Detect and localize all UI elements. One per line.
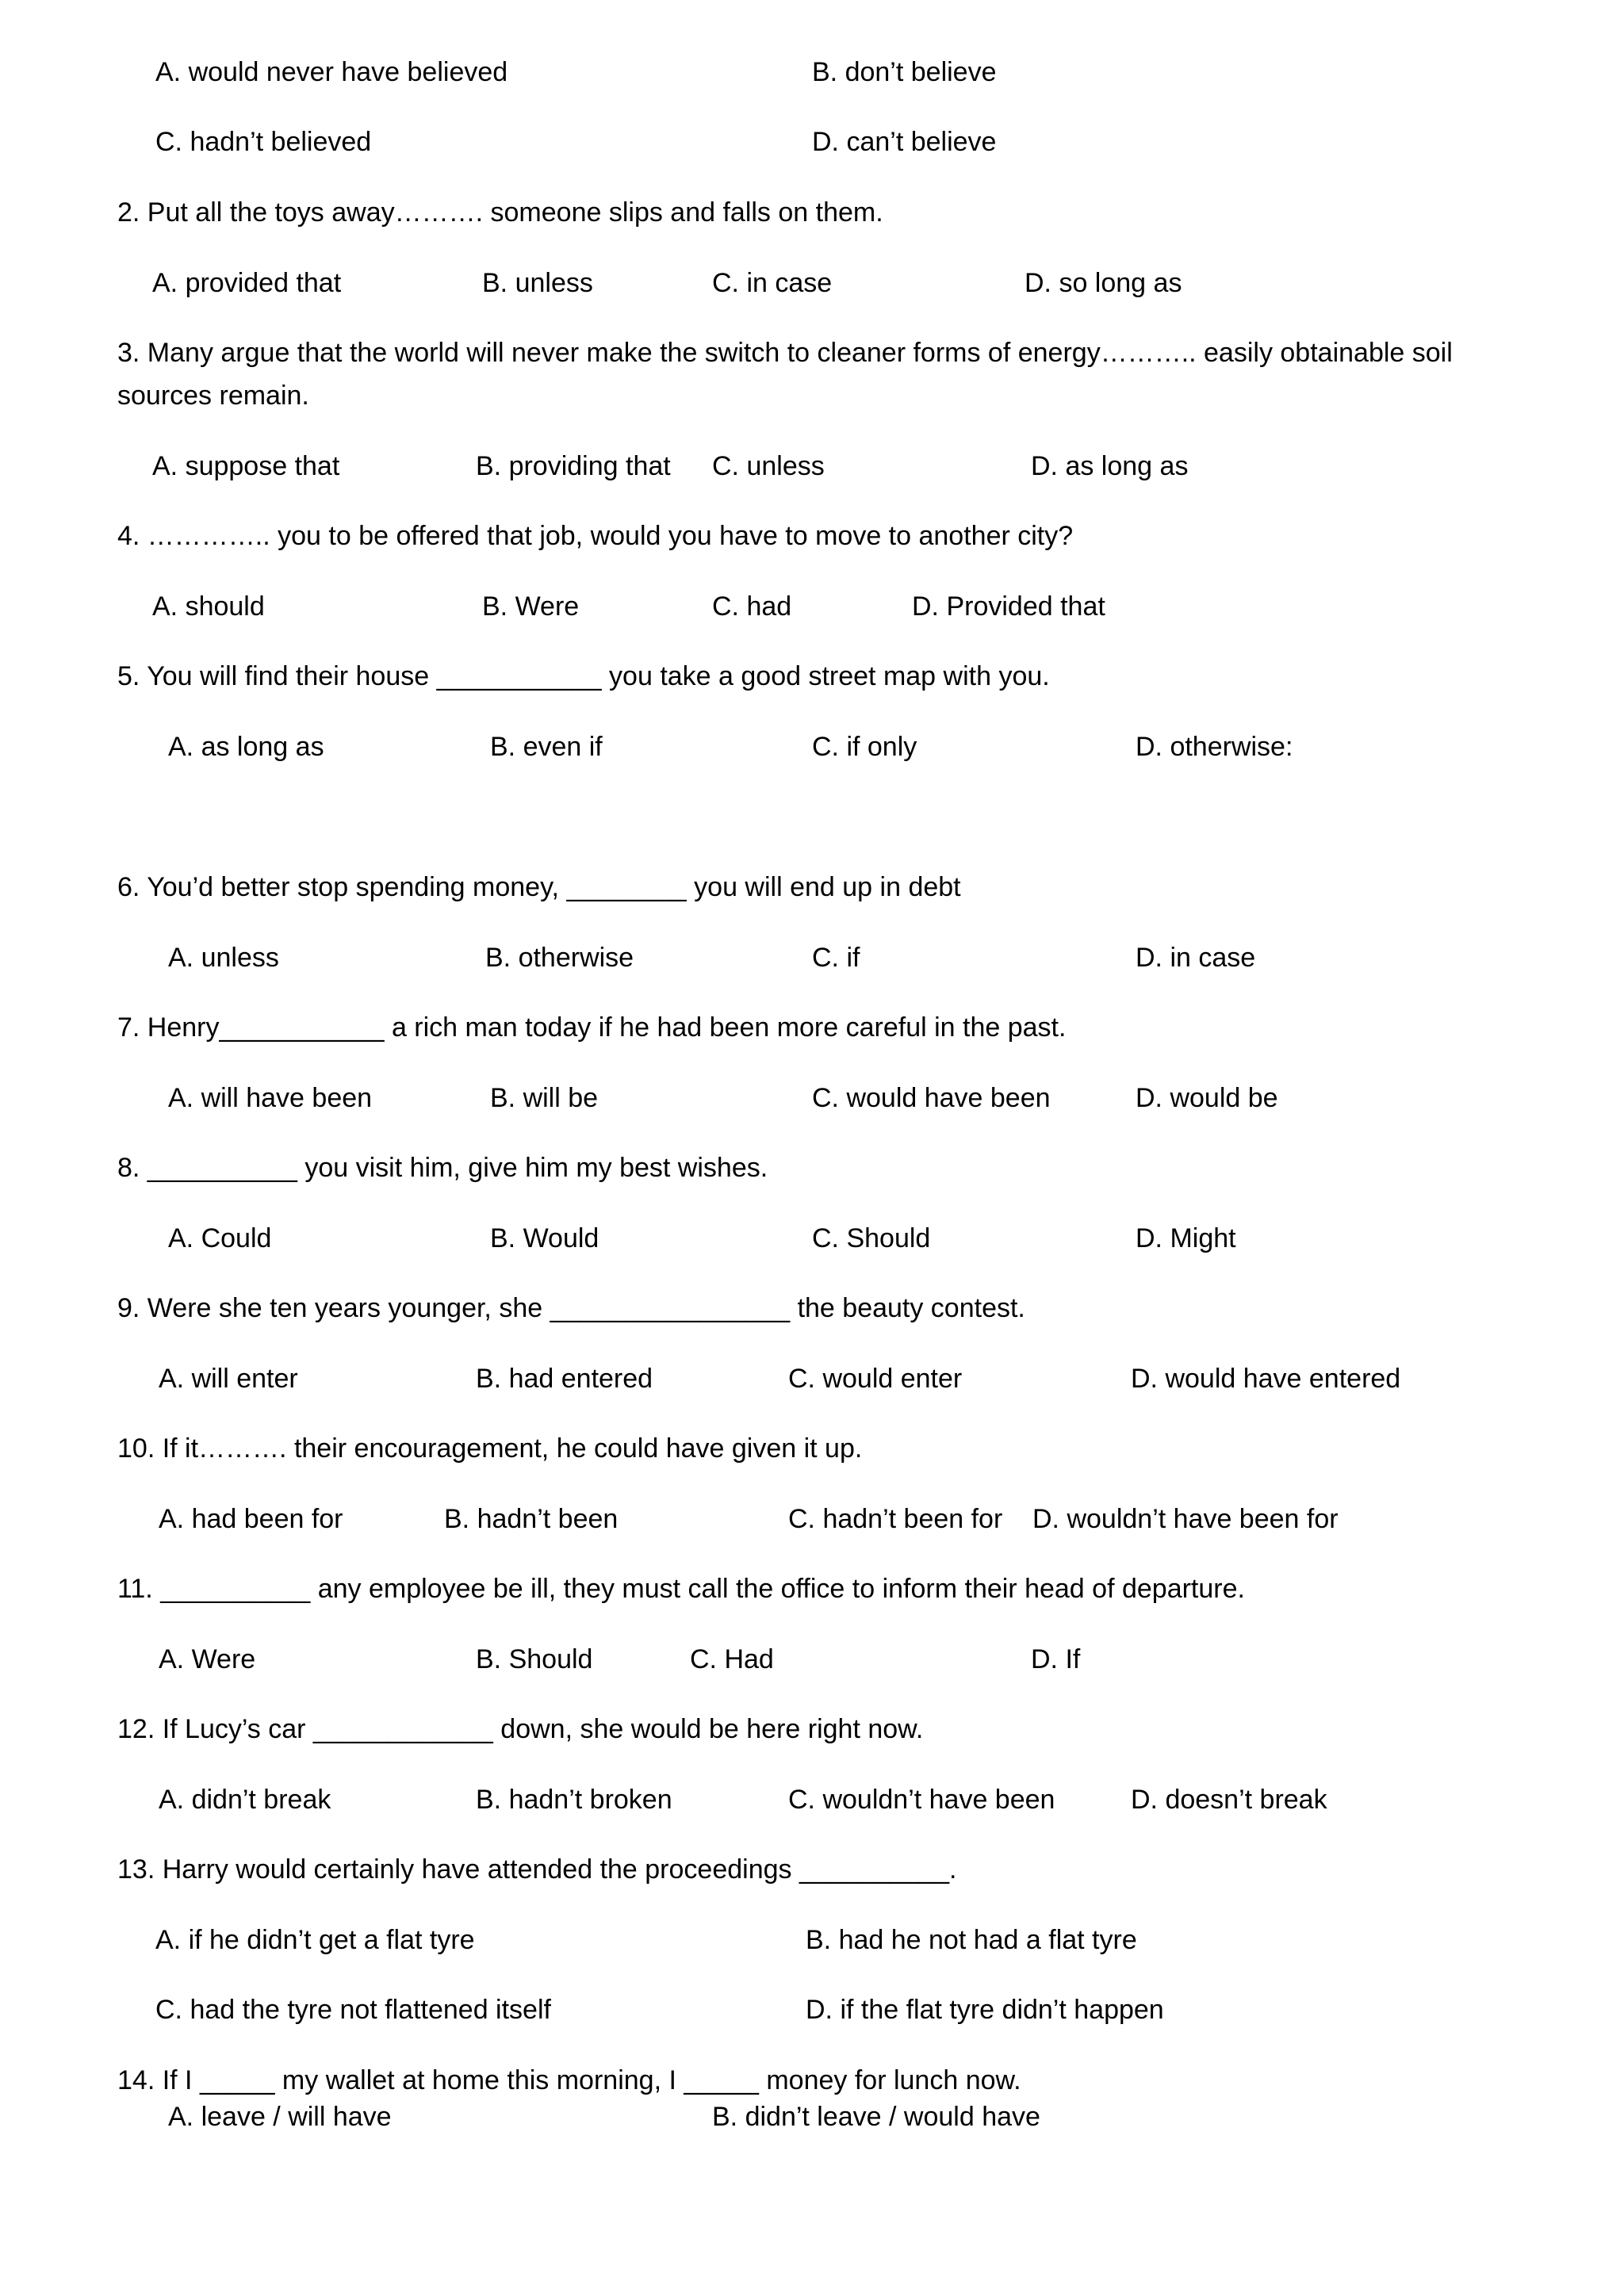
q10-option-b: B. hadn’t been: [444, 1504, 619, 1534]
q9-option-c: C. would enter: [788, 1364, 963, 1394]
q2-option-d: D. so long as: [1025, 268, 1182, 298]
q7-option-a: A. will have been: [168, 1083, 373, 1113]
q1-option-a: A. would never have believed: [155, 57, 508, 87]
q12-option-d: D. doesn’t break: [1131, 1785, 1327, 1815]
q9-stem: 9. Were she ten years younger, she ________________ the beauty contest.: [117, 1293, 1025, 1323]
q4-option-b: B. Were: [482, 591, 580, 622]
q1-option-c: C. hadn’t believed: [155, 127, 372, 157]
q10-option-c: C. hadn’t been for: [788, 1504, 1003, 1534]
q3-option-b: B. providing that: [476, 451, 671, 481]
q4-stem: 4. ………….. you to be offered that job, would you have to move to another city?: [117, 521, 1074, 551]
q3-option-d: D. as long as: [1031, 451, 1189, 481]
q8-option-b: B. Would: [490, 1223, 599, 1253]
q6-option-a: A. unless: [168, 943, 279, 973]
q2-option-a: A. provided that: [152, 268, 342, 298]
q13-option-b: B. had he not had a flat tyre: [806, 1925, 1137, 1955]
q12-stem: 12. If Lucy’s car ____________ down, she would be here right now.: [117, 1714, 924, 1744]
q7-option-d: D. would be: [1136, 1083, 1278, 1113]
q11-option-a: A. Were: [159, 1644, 256, 1674]
q6-option-c: C. if: [812, 943, 860, 973]
q5-option-c: C. if only: [812, 732, 917, 762]
q2-stem: 2. Put all the toys away………. someone slips and falls on them.: [117, 197, 883, 228]
q2-option-c: C. in case: [712, 268, 833, 298]
q4-option-c: C. had: [712, 591, 792, 622]
q8-option-a: A. Could: [168, 1223, 272, 1253]
q8-stem: 8. __________ you visit him, give him my best wishes.: [117, 1153, 768, 1183]
q12-option-a: A. didn’t break: [159, 1785, 331, 1815]
q3-stem-line-1: 3. Many argue that the world will never make the switch to cleaner forms of energy……….. easily obtainable soil: [117, 338, 1453, 368]
q4-option-a: A. should: [152, 591, 265, 622]
q10-option-a: A. had been for: [159, 1504, 343, 1534]
q13-option-c: C. had the tyre not flattened itself: [155, 1995, 551, 2025]
q14-stem: 14. If I _____ my wallet at home this morning, I _____ money for lunch now.: [117, 2065, 1021, 2095]
q2-option-b: B. unless: [482, 268, 593, 298]
q3-stem-line-2: sources remain.: [117, 381, 309, 411]
q5-option-a: A. as long as: [168, 732, 324, 762]
q14-option-a: A. leave / will have: [168, 2102, 392, 2132]
q7-option-c: C. would have been: [812, 1083, 1051, 1113]
q11-option-c: C. Had: [690, 1644, 774, 1674]
q13-option-a: A. if he didn’t get a flat tyre: [155, 1925, 475, 1955]
q7-stem: 7. Henry___________ a rich man today if he had been more careful in the past.: [117, 1012, 1067, 1043]
q8-option-d: D. Might: [1136, 1223, 1236, 1253]
q1-option-d: D. can’t believe: [812, 127, 997, 157]
q14-option-b: B. didn’t leave / would have: [712, 2102, 1040, 2132]
q11-option-b: B. Should: [476, 1644, 593, 1674]
q5-option-d: D. otherwise:: [1136, 732, 1293, 762]
q1-option-b: B. don’t believe: [812, 57, 997, 87]
q6-option-d: D. in case: [1136, 943, 1256, 973]
q3-option-c: C. unless: [712, 451, 825, 481]
q12-option-b: B. hadn’t broken: [476, 1785, 672, 1815]
q10-stem: 10. If it………. their encouragement, he could have given it up.: [117, 1433, 863, 1464]
q7-option-b: B. will be: [490, 1083, 599, 1113]
q5-option-b: B. even if: [490, 732, 603, 762]
q5-stem: 5. You will find their house ___________ you take a good street map with you.: [117, 661, 1050, 691]
q12-option-c: C. wouldn’t have been: [788, 1785, 1055, 1815]
q3-option-a: A. suppose that: [152, 451, 340, 481]
q4-option-d: D. Provided that: [912, 591, 1105, 622]
q11-option-d: D. If: [1031, 1644, 1081, 1674]
q8-option-c: C. Should: [812, 1223, 931, 1253]
q13-option-d: D. if the flat tyre didn’t happen: [806, 1995, 1164, 2025]
q6-option-b: B. otherwise: [485, 943, 634, 973]
q13-stem: 13. Harry would certainly have attended the proceedings __________.: [117, 1854, 957, 1885]
q9-option-d: D. would have entered: [1131, 1364, 1401, 1394]
q9-option-a: A. will enter: [159, 1364, 298, 1394]
q6-stem: 6. You’d better stop spending money, ________ you will end up in debt: [117, 872, 961, 902]
q9-option-b: B. had entered: [476, 1364, 653, 1394]
q11-stem: 11. __________ any employee be ill, they must call the office to inform their head of departure.: [117, 1574, 1245, 1604]
q10-option-d: D. wouldn’t have been for: [1032, 1504, 1339, 1534]
